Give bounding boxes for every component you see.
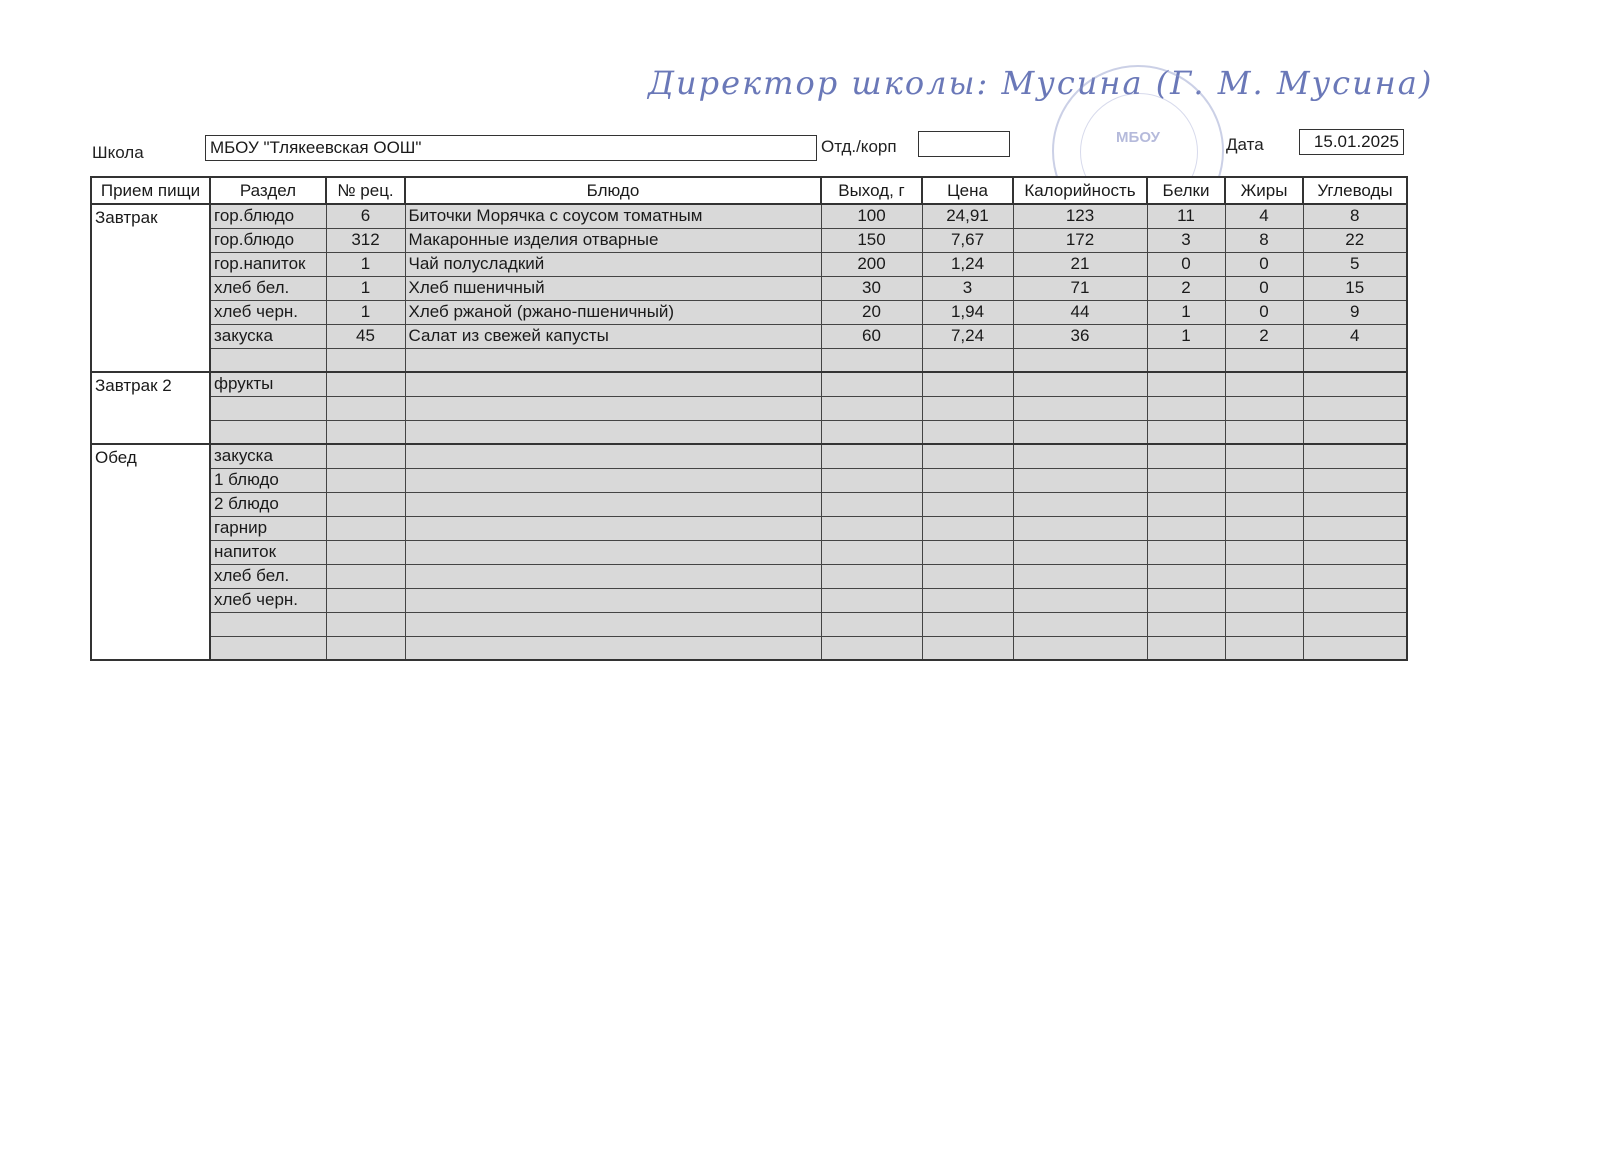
calories-cell (1013, 444, 1147, 468)
protein-cell: 0 (1147, 252, 1225, 276)
calories-cell (1013, 372, 1147, 396)
table-row (91, 420, 1407, 444)
stamp-text: МБОУ (1116, 129, 1160, 146)
carbs-cell (1303, 348, 1407, 372)
recipe-cell (326, 420, 405, 444)
col-header-carbs: Углеводы (1303, 177, 1407, 204)
dish-cell (405, 516, 821, 540)
calories-cell (1013, 420, 1147, 444)
dish-cell (405, 372, 821, 396)
recipe-cell (326, 468, 405, 492)
table-row (91, 492, 1407, 516)
price-cell (922, 516, 1013, 540)
table-row (91, 348, 1407, 372)
carbs-cell (1303, 564, 1407, 588)
section-cell: гор.блюдо (210, 204, 326, 228)
dish-cell (405, 612, 821, 636)
calories-cell: 71 (1013, 276, 1147, 300)
dish-cell (405, 396, 821, 420)
price-cell: 1,94 (922, 300, 1013, 324)
table-row (91, 564, 1407, 588)
col-header-recipe: № рец. (326, 177, 405, 204)
fat-cell (1225, 468, 1303, 492)
calories-cell (1013, 540, 1147, 564)
carbs-cell: 5 (1303, 252, 1407, 276)
protein-cell (1147, 636, 1225, 660)
protein-cell (1147, 516, 1225, 540)
price-cell (922, 540, 1013, 564)
col-header-calories: Калорийность (1013, 177, 1147, 204)
recipe-cell (326, 540, 405, 564)
protein-cell (1147, 372, 1225, 396)
fat-cell (1225, 348, 1303, 372)
protein-cell (1147, 564, 1225, 588)
fat-cell (1225, 516, 1303, 540)
carbs-cell (1303, 372, 1407, 396)
dish-cell (405, 588, 821, 612)
weight-cell (821, 348, 922, 372)
meal-name-cell: Завтрак 2 (91, 372, 210, 444)
protein-cell (1147, 492, 1225, 516)
section-cell (210, 612, 326, 636)
weight-cell (821, 540, 922, 564)
carbs-cell (1303, 492, 1407, 516)
weight-cell (821, 492, 922, 516)
price-cell (922, 348, 1013, 372)
section-cell: 2 блюдо (210, 492, 326, 516)
table-row (91, 516, 1407, 540)
calories-cell (1013, 612, 1147, 636)
dish-cell: Макаронные изделия отварные (405, 228, 821, 252)
section-cell: хлеб черн. (210, 300, 326, 324)
calories-cell (1013, 396, 1147, 420)
protein-cell: 1 (1147, 324, 1225, 348)
calories-cell (1013, 636, 1147, 660)
section-cell (210, 396, 326, 420)
table-row (91, 540, 1407, 564)
fat-cell (1225, 372, 1303, 396)
carbs-cell: 22 (1303, 228, 1407, 252)
calories-cell (1013, 564, 1147, 588)
dish-cell (405, 564, 821, 588)
protein-cell (1147, 588, 1225, 612)
recipe-cell (326, 612, 405, 636)
price-cell: 3 (922, 276, 1013, 300)
meal-name-cell: Обед (91, 444, 210, 660)
section-cell: 1 блюдо (210, 468, 326, 492)
price-cell: 1,24 (922, 252, 1013, 276)
dish-cell (405, 348, 821, 372)
fat-cell: 4 (1225, 204, 1303, 228)
recipe-cell: 6 (326, 204, 405, 228)
section-cell: напиток (210, 540, 326, 564)
col-header-meal: Прием пищи (91, 177, 210, 204)
calories-cell: 21 (1013, 252, 1147, 276)
section-cell: закуска (210, 324, 326, 348)
weight-cell (821, 396, 922, 420)
weight-cell (821, 588, 922, 612)
calories-cell: 123 (1013, 204, 1147, 228)
weight-cell: 30 (821, 276, 922, 300)
col-header-fat: Жиры (1225, 177, 1303, 204)
section-cell: хлеб бел. (210, 564, 326, 588)
table-row (91, 396, 1407, 420)
carbs-cell (1303, 468, 1407, 492)
carbs-cell (1303, 588, 1407, 612)
director-signature: Директор школы: Мусина (Г. М. Мусина) (648, 64, 1434, 102)
weight-cell (821, 372, 922, 396)
fat-cell: 0 (1225, 300, 1303, 324)
fat-cell (1225, 588, 1303, 612)
recipe-cell (326, 564, 405, 588)
weight-cell (821, 564, 922, 588)
col-header-weight: Выход, г (821, 177, 922, 204)
recipe-cell: 45 (326, 324, 405, 348)
price-cell (922, 372, 1013, 396)
table-row (91, 444, 1407, 468)
carbs-cell (1303, 636, 1407, 660)
dish-cell (405, 492, 821, 516)
price-cell (922, 588, 1013, 612)
dish-cell (405, 636, 821, 660)
dept-field (918, 131, 1010, 157)
price-cell (922, 468, 1013, 492)
price-cell (922, 444, 1013, 468)
dept-label: Отд./корп (821, 137, 897, 156)
section-cell: закуска (210, 444, 326, 468)
table-row (91, 588, 1407, 612)
table-header-row (91, 177, 1407, 204)
calories-cell (1013, 516, 1147, 540)
table-row (91, 636, 1407, 660)
date-field: 15.01.2025 (1299, 129, 1404, 155)
calories-cell (1013, 348, 1147, 372)
carbs-cell: 15 (1303, 276, 1407, 300)
carbs-cell: 8 (1303, 204, 1407, 228)
calories-cell: 36 (1013, 324, 1147, 348)
price-cell: 24,91 (922, 204, 1013, 228)
price-cell: 7,24 (922, 324, 1013, 348)
weight-cell: 100 (821, 204, 922, 228)
fat-cell (1225, 396, 1303, 420)
recipe-cell (326, 636, 405, 660)
dish-cell (405, 468, 821, 492)
dish-cell (405, 444, 821, 468)
table-row (91, 324, 1407, 348)
carbs-cell (1303, 396, 1407, 420)
col-header-dish: Блюдо (405, 177, 821, 204)
menu-table (90, 176, 1408, 661)
weight-cell: 60 (821, 324, 922, 348)
calories-cell (1013, 588, 1147, 612)
protein-cell (1147, 444, 1225, 468)
dish-cell: Биточки Морячка с соусом томатным (405, 204, 821, 228)
recipe-cell: 312 (326, 228, 405, 252)
recipe-cell (326, 348, 405, 372)
carbs-cell (1303, 540, 1407, 564)
fat-cell (1225, 444, 1303, 468)
dish-cell: Хлеб ржаной (ржано-пшеничный) (405, 300, 821, 324)
calories-cell: 44 (1013, 300, 1147, 324)
protein-cell: 2 (1147, 276, 1225, 300)
fat-cell: 2 (1225, 324, 1303, 348)
recipe-cell (326, 588, 405, 612)
section-cell: гарнир (210, 516, 326, 540)
dish-cell: Чай полусладкий (405, 252, 821, 276)
table-row (91, 276, 1407, 300)
carbs-cell (1303, 420, 1407, 444)
table-row (91, 252, 1407, 276)
protein-cell: 11 (1147, 204, 1225, 228)
weight-cell (821, 444, 922, 468)
price-cell: 7,67 (922, 228, 1013, 252)
protein-cell (1147, 540, 1225, 564)
price-cell (922, 492, 1013, 516)
col-header-section: Раздел (210, 177, 326, 204)
weight-cell (821, 468, 922, 492)
recipe-cell (326, 396, 405, 420)
price-cell (922, 636, 1013, 660)
protein-cell (1147, 468, 1225, 492)
calories-cell (1013, 492, 1147, 516)
table-row (91, 372, 1407, 396)
protein-cell (1147, 420, 1225, 444)
fat-cell (1225, 564, 1303, 588)
protein-cell (1147, 396, 1225, 420)
recipe-cell: 1 (326, 300, 405, 324)
fat-cell (1225, 636, 1303, 660)
calories-cell: 172 (1013, 228, 1147, 252)
carbs-cell: 9 (1303, 300, 1407, 324)
price-cell (922, 420, 1013, 444)
fat-cell (1225, 612, 1303, 636)
fat-cell: 8 (1225, 228, 1303, 252)
weight-cell: 200 (821, 252, 922, 276)
price-cell (922, 396, 1013, 420)
fat-cell: 0 (1225, 276, 1303, 300)
protein-cell: 3 (1147, 228, 1225, 252)
weight-cell (821, 420, 922, 444)
protein-cell: 1 (1147, 300, 1225, 324)
carbs-cell: 4 (1303, 324, 1407, 348)
school-field: МБОУ "Тлякеевская ООШ" (205, 135, 817, 161)
table-row (91, 612, 1407, 636)
recipe-cell (326, 444, 405, 468)
price-cell (922, 564, 1013, 588)
table-row (91, 300, 1407, 324)
section-cell: гор.блюдо (210, 228, 326, 252)
dish-cell: Хлеб пшеничный (405, 276, 821, 300)
fat-cell (1225, 420, 1303, 444)
weight-cell: 150 (821, 228, 922, 252)
meal-name-cell: Завтрак (91, 204, 210, 372)
fat-cell (1225, 492, 1303, 516)
weight-cell (821, 636, 922, 660)
protein-cell (1147, 612, 1225, 636)
price-cell (922, 612, 1013, 636)
dish-cell (405, 540, 821, 564)
date-label: Дата (1226, 135, 1264, 154)
fat-cell (1225, 540, 1303, 564)
weight-cell (821, 612, 922, 636)
section-cell: хлеб черн. (210, 588, 326, 612)
calories-cell (1013, 468, 1147, 492)
recipe-cell (326, 372, 405, 396)
section-cell: хлеб бел. (210, 276, 326, 300)
section-cell (210, 636, 326, 660)
weight-cell (821, 516, 922, 540)
col-header-price: Цена (922, 177, 1013, 204)
recipe-cell: 1 (326, 252, 405, 276)
dish-cell (405, 420, 821, 444)
table-row (91, 204, 1407, 228)
carbs-cell (1303, 516, 1407, 540)
recipe-cell (326, 516, 405, 540)
table-row (91, 468, 1407, 492)
fat-cell: 0 (1225, 252, 1303, 276)
table-row (91, 228, 1407, 252)
section-cell (210, 348, 326, 372)
section-cell: гор.напиток (210, 252, 326, 276)
recipe-cell (326, 492, 405, 516)
section-cell: фрукты (210, 372, 326, 396)
carbs-cell (1303, 444, 1407, 468)
school-label: Школа (92, 143, 144, 162)
section-cell (210, 420, 326, 444)
recipe-cell: 1 (326, 276, 405, 300)
protein-cell (1147, 348, 1225, 372)
col-header-protein: Белки (1147, 177, 1225, 204)
carbs-cell (1303, 612, 1407, 636)
dish-cell: Салат из свежей капусты (405, 324, 821, 348)
weight-cell: 20 (821, 300, 922, 324)
